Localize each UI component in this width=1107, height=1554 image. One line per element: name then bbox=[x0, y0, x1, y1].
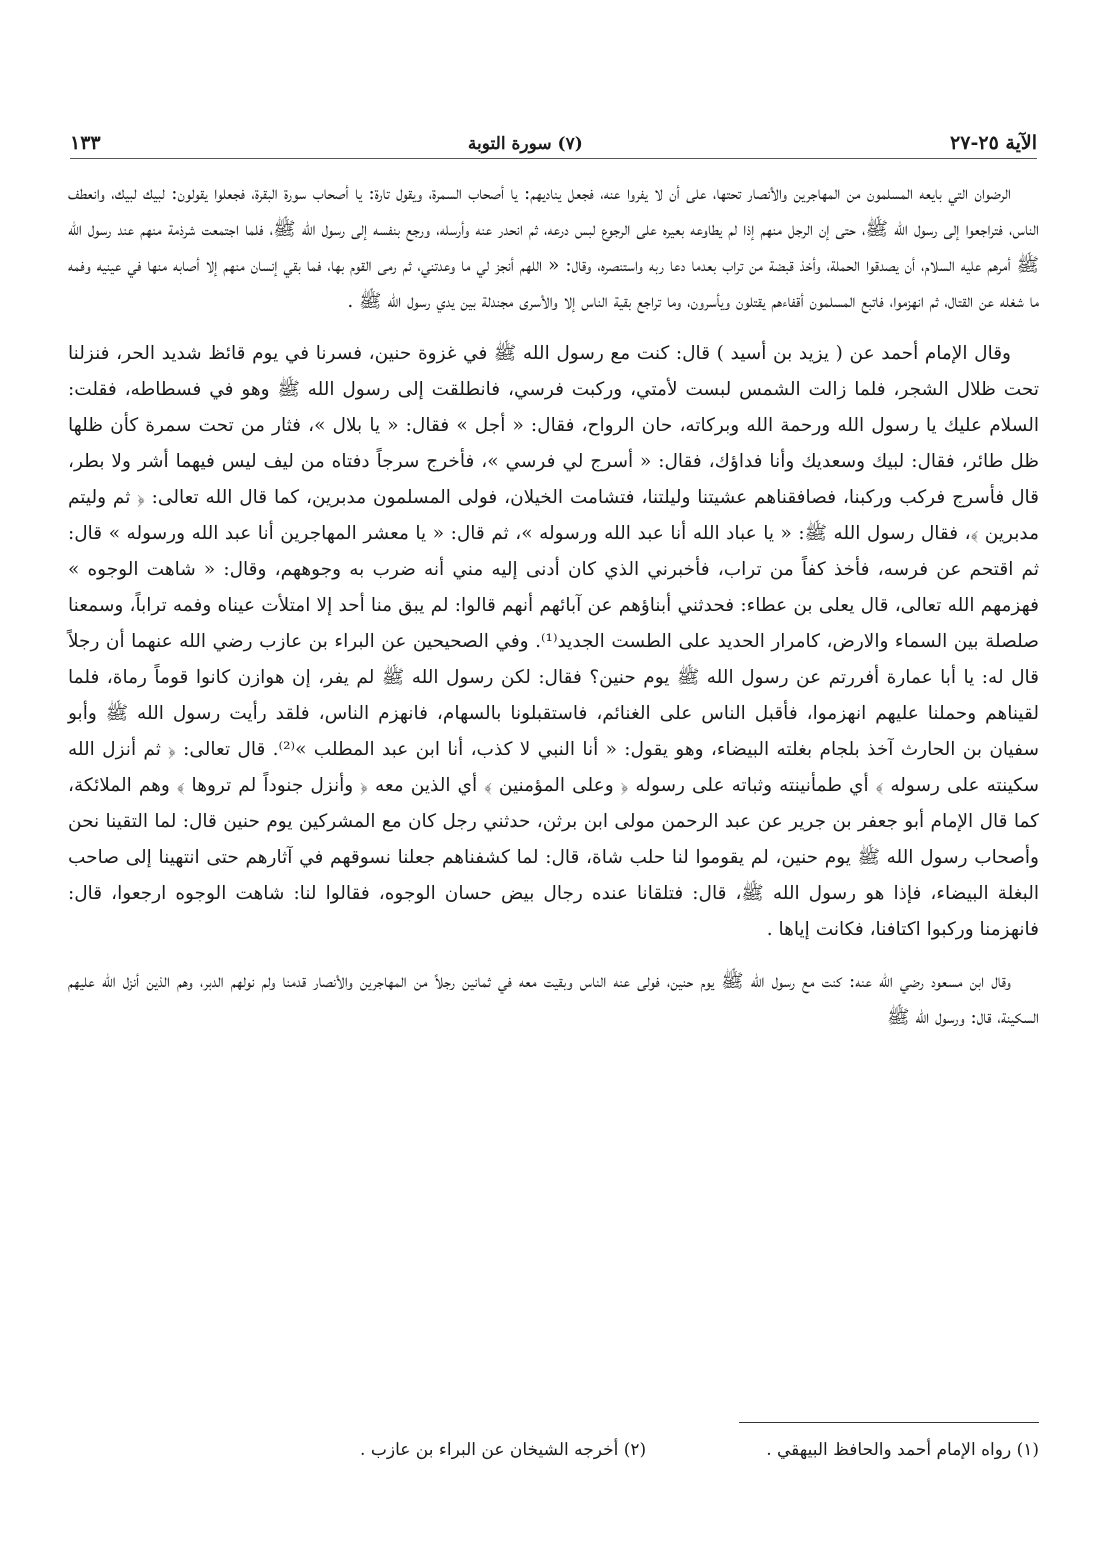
header-page-number: ١٣٣ bbox=[70, 132, 101, 154]
header-surah-title: (٧) سورة التوبة bbox=[467, 134, 583, 154]
footnote-1: (١) رواه الإمام أحمد والحافظ البيهقي . bbox=[766, 1440, 1039, 1460]
paragraph-3: وقال ابن مسعود رضي الله عنه: كنت مع رسول الله ﷺ يوم حنين، فولى عنه الناس وبقيت معه في ثمانين رجلاً من المهاجرين والأنصار قدمنا ولم نولهم الدبر، وهم الذين أنزل الله عليهم السكينة، قال: ورسول الله ﷺ bbox=[68, 971, 1039, 1028]
footnote-2: (٢) أخرجه الشيخان عن البراء بن عازب . bbox=[360, 1440, 647, 1460]
body-text bbox=[68, 176, 1039, 1052]
paragraph-2: وقال الإمام أحمد عن ( يزيد بن أسيد ) قال: كنت مع رسول الله ﷺ في غزوة حنين، فسرنا في يوم قائظ شديد الحر، فنزلنا تحت ظلال الشجر، فلما زالت الشمس لبست لأمتي، وركبت فرسي، فانطلقت إلى رسول الله ﷺ وهو في فسطاطه، فقلت: السلام عليك يا رسول الله ورحمة الله وبركاته، حان الرواح، فقال: « أجل » فقال: « يا بلال »، فثار من تحت سمرة كأن ظلها ظل طائر، فقال: لبيك وسعديك وأنا فداؤك، فقال: « أسرج لي فرسي »، فأخرج سرجاً دفتاه من ليف ليس فيهما أشر ولا بطر، قال فأسرج فركب وركبنا، فصافقناهم عشيتنا وليلتنا، فتشامت الخيلان، فولى المسلمون مدبرين، كما قال الله تعالى: ﴿ ثم وليتم مدبرين ﴾، فقال رسول الله ﷺ: « يا عباد الله أنا عبد الله ورسوله »، ثم قال: « يا معشر المهاجرين أنا عبد الله ورسوله » قال: ثم اقتحم عن فرسه، فأخذ كفاً من تراب، فأخبرني الذي كان أدنى إليه مني أنه ضرب به وجوههم، وقال: « شاهت الوجوه » فهزمهم الله تعالى، قال يعلى بن عطاء: فحدثني أبناؤهم عن آبائهم أنهم قالوا: لم يبق منا أحد إلا امتلأت عيناه وفمه تراباً، وسمعنا صلصلة بين السماء والارض، كامرار الحديد على الطست الجديد⁽¹⁾. وفي الصحيحين عن البراء بن عازب رضي الله عنهما أن رجلاً قال له: يا أبا عمارة أفررتم عن رسول الله ﷺ يوم حنين؟ فقال: لكن رسول الله ﷺ لم يفر، إن هوازن كانوا قوماً رماة، فلما لقيناهم وحملنا عليهم انهزموا، فأقبل الناس على الغنائم، فاستقبلونا بالسهام، فانهزم الناس، فلقد رأيت رسول الله ﷺ وأبو سفيان بن الحارث آخذ بلجام بغلته البيضاء، وهو يقول: « أنا النبي لا كذب، أنا ابن عبد المطلب »⁽²⁾. قال تعالى: ﴿ ثم أنزل الله سكينته على رسوله ﴾ أي طمأنينته وثباته على رسوله ﴿ وعلى المؤمنين ﴾ أي الذين معه ﴿ وأنزل جنوداً لم تروها ﴾ وهم الملائكة، كما قال الإمام أبو جعفر بن جرير عن عبد الرحمن مولى ابن برثن، حدثني رجل كان مع المشركين يوم حنين قال: لما التقينا نحن وأصحاب رسول الله ﷺ يوم حنين، لم يقوموا لنا حلب شاة، قال: لما كشفناهم جعلنا نسوقهم في آثارهم حتى انتهينا إلى صاحب البغلة البيضاء، فإذا هو رسول الله ﷺ، قال: فتلقانا عنده رجال بيض حسان الوجوه، فقالوا لنا: شاهت الوجوه ارجعوا، قال: فانهزمنا وركبوا اكتافنا، فكانت إياها . bbox=[68, 343, 1039, 940]
page-header bbox=[70, 120, 1037, 159]
footnotes bbox=[68, 1436, 1039, 1464]
paragraph-1: الرضوان التي بايعه المسلمون من المهاجرين والأنصار تحتها، على أن لا يفروا عنه، فجعل يناديهم: يا أصحاب السمرة، ويقول تارة: يا أصحاب سورة البقرة، فجعلوا يقولون: لبيك لبيك، وانعطف الناس، فتراجعوا إلى رسول الله ﷺ، حتى إن الرجل منهم إذا لم يطاوعه بعيره على الرجوع لبس درعه، ثم انحدر عنه وأرسله، ورجع بنفسه إلى رسول الله ﷺ، فلما اجتمعت شرذمة منهم عند رسول الله ﷺ أمرهم عليه السلام، أن يصدقوا الحملة، وأخذ قبضة من تراب بعدما دعا ربه واستنصره، وقال: « اللهم أنجز لي ما وعدتني، ثم رمى القوم بها، فما بقي إنسان منهم إلا أصابه منها في عينيه وفمه ما شغله عن القتال، ثم انهزموا، فاتبع المسلمون أقفاءهم يقتلون ويأسرون، وما تراجع بقية الناس إلا والأسرى مجندلة بين يدي رسول الله ﷺ . bbox=[68, 183, 1039, 312]
footnote-divider bbox=[739, 1422, 1039, 1423]
header-verse-range: الآية ٢٥-٢٧ bbox=[950, 132, 1037, 154]
